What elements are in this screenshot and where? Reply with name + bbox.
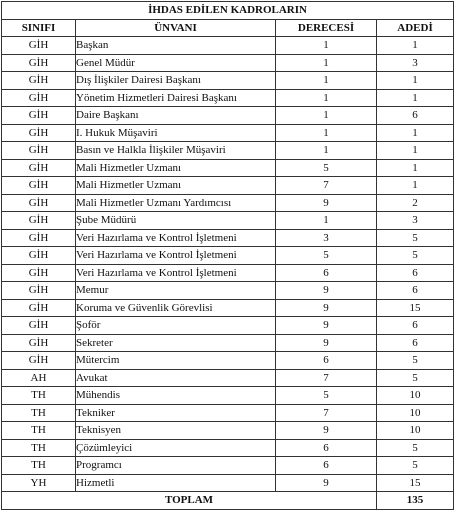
table-row <box>2 369 454 387</box>
cell-adet: 6 <box>377 107 454 125</box>
cell-adet: 1 <box>377 89 454 107</box>
cell-adet: 3 <box>377 212 454 230</box>
cell-unvan: Başkan <box>76 37 276 55</box>
cell-adet: 10 <box>377 387 454 405</box>
cell-adet: 5 <box>377 457 454 475</box>
cell-sinif: GİH <box>2 334 76 352</box>
cell-unvan: Daire Başkanı <box>76 107 276 125</box>
cell-unvan: Mali Hizmetler Uzmanı <box>76 159 276 177</box>
cell-derece: 9 <box>276 334 377 352</box>
cell-derece: 1 <box>276 89 377 107</box>
cell-sinif: GİH <box>2 247 76 265</box>
table-row <box>2 299 454 317</box>
cell-sinif: TH <box>2 439 76 457</box>
table-row <box>2 352 454 370</box>
header-adedi: ADEDİ <box>377 19 454 37</box>
cell-adet: 10 <box>377 422 454 440</box>
cell-sinif: GİH <box>2 317 76 335</box>
cell-sinif: GİH <box>2 142 76 160</box>
cell-adet: 15 <box>377 299 454 317</box>
table-row <box>2 159 454 177</box>
table-row <box>2 474 454 492</box>
table-row <box>2 212 454 230</box>
cell-adet: 1 <box>377 124 454 142</box>
cell-derece: 7 <box>276 369 377 387</box>
cell-derece: 9 <box>276 299 377 317</box>
cell-sinif: GİH <box>2 107 76 125</box>
cell-sinif: GİH <box>2 159 76 177</box>
cell-unvan: Sekreter <box>76 334 276 352</box>
cell-unvan: Veri Hazırlama ve Kontrol İşletmeni <box>76 229 276 247</box>
cell-unvan: Mühendis <box>76 387 276 405</box>
table-row <box>2 439 454 457</box>
table-row <box>2 72 454 90</box>
cell-derece: 6 <box>276 439 377 457</box>
cell-derece: 5 <box>276 159 377 177</box>
cell-unvan: Veri Hazırlama ve Kontrol İşletmeni <box>76 247 276 265</box>
cell-derece: 1 <box>276 107 377 125</box>
cell-unvan: Avukat <box>76 369 276 387</box>
cell-unvan: I. Hukuk Müşaviri <box>76 124 276 142</box>
cell-derece: 6 <box>276 264 377 282</box>
cell-derece: 9 <box>276 282 377 300</box>
table-title: İHDAS EDİLEN KADROLARIN <box>2 2 454 20</box>
table-row <box>2 457 454 475</box>
table-row <box>2 194 454 212</box>
cell-unvan: Mali Hizmetler Uzmanı <box>76 177 276 195</box>
cell-sinif: GİH <box>2 37 76 55</box>
cell-unvan: Dış İlişkiler Dairesi Başkanı <box>76 72 276 90</box>
table-row <box>2 422 454 440</box>
cell-adet: 2 <box>377 194 454 212</box>
cell-derece: 5 <box>276 387 377 405</box>
cell-unvan: Çözümleyici <box>76 439 276 457</box>
cell-unvan: Şube Müdürü <box>76 212 276 230</box>
cell-sinif: GİH <box>2 282 76 300</box>
cell-unvan: Genel Müdür <box>76 54 276 72</box>
cell-sinif: GİH <box>2 264 76 282</box>
cell-adet: 5 <box>377 352 454 370</box>
table-row <box>2 142 454 160</box>
cell-derece: 6 <box>276 352 377 370</box>
cell-derece: 1 <box>276 37 377 55</box>
table-header-row <box>2 19 454 37</box>
header-unvani: ÜNVANI <box>76 19 276 37</box>
cell-sinif: GİH <box>2 194 76 212</box>
cell-derece: 1 <box>276 72 377 90</box>
cell-adet: 5 <box>377 369 454 387</box>
cell-derece: 3 <box>276 229 377 247</box>
cell-derece: 5 <box>276 247 377 265</box>
cell-unvan: Teknisyen <box>76 422 276 440</box>
document-page <box>1 1 453 506</box>
cell-adet: 1 <box>377 72 454 90</box>
cell-adet: 10 <box>377 404 454 422</box>
cell-sinif: TH <box>2 404 76 422</box>
cell-adet: 3 <box>377 54 454 72</box>
cell-sinif: TH <box>2 422 76 440</box>
table-row <box>2 334 454 352</box>
cell-adet: 15 <box>377 474 454 492</box>
table-row <box>2 107 454 125</box>
cell-sinif: GİH <box>2 212 76 230</box>
cell-derece: 1 <box>276 142 377 160</box>
cell-adet: 1 <box>377 177 454 195</box>
cell-adet: 5 <box>377 229 454 247</box>
cell-sinif: TH <box>2 457 76 475</box>
table-row <box>2 54 454 72</box>
cell-sinif: GİH <box>2 229 76 247</box>
cell-sinif: TH <box>2 387 76 405</box>
table-body <box>2 37 454 492</box>
cell-derece: 1 <box>276 54 377 72</box>
cell-sinif: YH <box>2 474 76 492</box>
table-row <box>2 229 454 247</box>
table-row <box>2 89 454 107</box>
table-row <box>2 282 454 300</box>
cell-unvan: Mütercim <box>76 352 276 370</box>
cell-derece: 6 <box>276 457 377 475</box>
table-row <box>2 247 454 265</box>
total-row <box>2 492 454 510</box>
table-row <box>2 37 454 55</box>
header-sinifi: SINIFI <box>2 19 76 37</box>
cell-adet: 6 <box>377 282 454 300</box>
cell-sinif: AH <box>2 369 76 387</box>
cell-adet: 1 <box>377 142 454 160</box>
cell-adet: 5 <box>377 439 454 457</box>
cell-derece: 9 <box>276 194 377 212</box>
table-row <box>2 264 454 282</box>
cell-sinif: GİH <box>2 299 76 317</box>
table-row <box>2 124 454 142</box>
table-row <box>2 404 454 422</box>
cell-derece: 9 <box>276 422 377 440</box>
cell-unvan: Tekniker <box>76 404 276 422</box>
cell-derece: 1 <box>276 124 377 142</box>
cell-derece: 7 <box>276 177 377 195</box>
cell-adet: 5 <box>377 247 454 265</box>
cell-unvan: Memur <box>76 282 276 300</box>
table-row <box>2 387 454 405</box>
positions-table <box>1 1 454 510</box>
cell-sinif: GİH <box>2 352 76 370</box>
cell-unvan: Yönetim Hizmetleri Dairesi Başkanı <box>76 89 276 107</box>
cell-sinif: GİH <box>2 54 76 72</box>
cell-derece: 1 <box>276 212 377 230</box>
cell-sinif: GİH <box>2 124 76 142</box>
cell-sinif: GİH <box>2 177 76 195</box>
cell-derece: 9 <box>276 317 377 335</box>
cell-adet: 6 <box>377 317 454 335</box>
table-row <box>2 317 454 335</box>
cell-unvan: Programcı <box>76 457 276 475</box>
cell-adet: 1 <box>377 159 454 177</box>
table-row <box>2 177 454 195</box>
cell-sinif: GİH <box>2 89 76 107</box>
cell-derece: 9 <box>276 474 377 492</box>
cell-derece: 7 <box>276 404 377 422</box>
cell-adet: 6 <box>377 334 454 352</box>
cell-unvan: Mali Hizmetler Uzmanı Yardımcısı <box>76 194 276 212</box>
total-label: TOPLAM <box>2 492 377 510</box>
cell-adet: 6 <box>377 264 454 282</box>
cell-unvan: Şoför <box>76 317 276 335</box>
cell-unvan: Basın ve Halkla İlişkiler Müşaviri <box>76 142 276 160</box>
cell-sinif: GİH <box>2 72 76 90</box>
cell-unvan: Koruma ve Güvenlik Görevlisi <box>76 299 276 317</box>
table-title-row <box>2 2 454 20</box>
cell-unvan: Hizmetli <box>76 474 276 492</box>
cell-unvan: Veri Hazırlama ve Kontrol İşletmeni <box>76 264 276 282</box>
total-value: 135 <box>377 492 454 510</box>
header-derecesi: DERECESİ <box>276 19 377 37</box>
cell-adet: 1 <box>377 37 454 55</box>
